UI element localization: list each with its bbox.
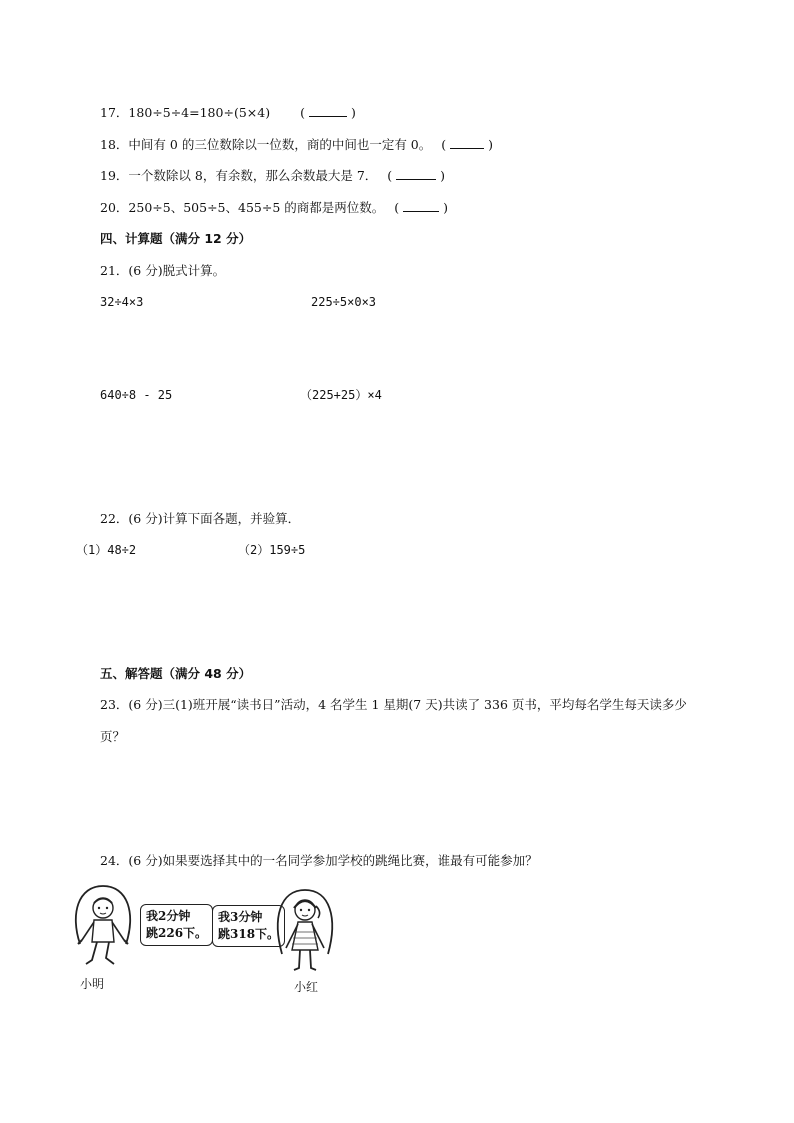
- q22-part-2: （2）159÷5: [238, 543, 306, 557]
- q21-expression-4: （225+25）×4: [300, 388, 382, 402]
- section-heading-word-problems: 五、解答题（满分 48 分）: [100, 666, 252, 681]
- answer-blank[interactable]: [450, 137, 484, 149]
- question-number: 20: [100, 200, 116, 215]
- question-23-line-2: 页？: [100, 729, 126, 744]
- boy-jumping-rope-illustration: [70, 884, 136, 972]
- q21-expression-1: 32÷4×3: [100, 295, 144, 309]
- answer-blank[interactable]: [403, 200, 439, 212]
- question-21-label: 21．(6 分)脱式计算。: [100, 263, 226, 278]
- bubble-line-1: 我3分钟: [218, 910, 263, 924]
- jump-rope-girl-icon: [272, 888, 338, 976]
- question-text: 一个数除以 8，有余数，那么余数最大是 7．: [128, 168, 378, 183]
- jump-rope-boy-icon: [70, 884, 136, 972]
- bubble-line-1: 我2分钟: [146, 909, 191, 923]
- question-number: 18: [100, 137, 116, 152]
- q21-expression-3: 640÷8 - 25: [100, 388, 173, 402]
- question-18: 18．中间有 0 的三位数除以一位数，商的中间也一定有 0。 ( ): [100, 137, 494, 152]
- answer-blank[interactable]: [396, 168, 436, 180]
- question-number: 19: [100, 168, 116, 183]
- bubble-line-2: 跳226下。: [146, 926, 208, 940]
- question-text: 180÷5÷4=180÷(5×4): [128, 105, 271, 120]
- question-19: 19．一个数除以 8，有余数，那么余数最大是 7． ( ): [100, 168, 446, 183]
- question-17: 17．180÷5÷4=180÷(5×4) ( ): [100, 105, 356, 120]
- question-text: 250÷5、505÷5、455÷5 的商都是两位数。: [128, 200, 385, 215]
- question-text: 中间有 0 的三位数除以一位数，商的中间也一定有 0。: [128, 137, 432, 152]
- bubble-line-2: 跳318下。: [218, 927, 280, 941]
- answer-blank[interactable]: [309, 105, 347, 117]
- q21-expression-2: 225÷5×0×3: [311, 295, 377, 309]
- girl-jumping-rope-illustration: [272, 888, 338, 976]
- name-label-xiaoming: 小明: [80, 977, 105, 991]
- question-23-line-1: 23．(6 分)三(1)班开展“读书日”活动，4 名学生 1 星期(7 天)共读了 336 页书，平均每名学生每天读多少: [100, 697, 687, 712]
- name-label-xiaohong: 小红: [294, 980, 319, 994]
- question-20: 20．250÷5、505÷5、455÷5 的商都是两位数。 ( ): [100, 200, 449, 215]
- section-heading-calculation: 四、计算题（满分 12 分）: [100, 231, 252, 246]
- speech-bubble-xiaoming: [140, 904, 213, 946]
- question-24-label: 24．(6 分)如果要选择其中的一名同学参加学校的跳绳比赛，谁最有可能参加？: [100, 853, 538, 868]
- q22-part-1: （1）48÷2: [76, 543, 137, 557]
- question-22-label: 22．(6 分)计算下面各题，并验算．: [100, 511, 301, 526]
- question-number: 17: [100, 105, 116, 120]
